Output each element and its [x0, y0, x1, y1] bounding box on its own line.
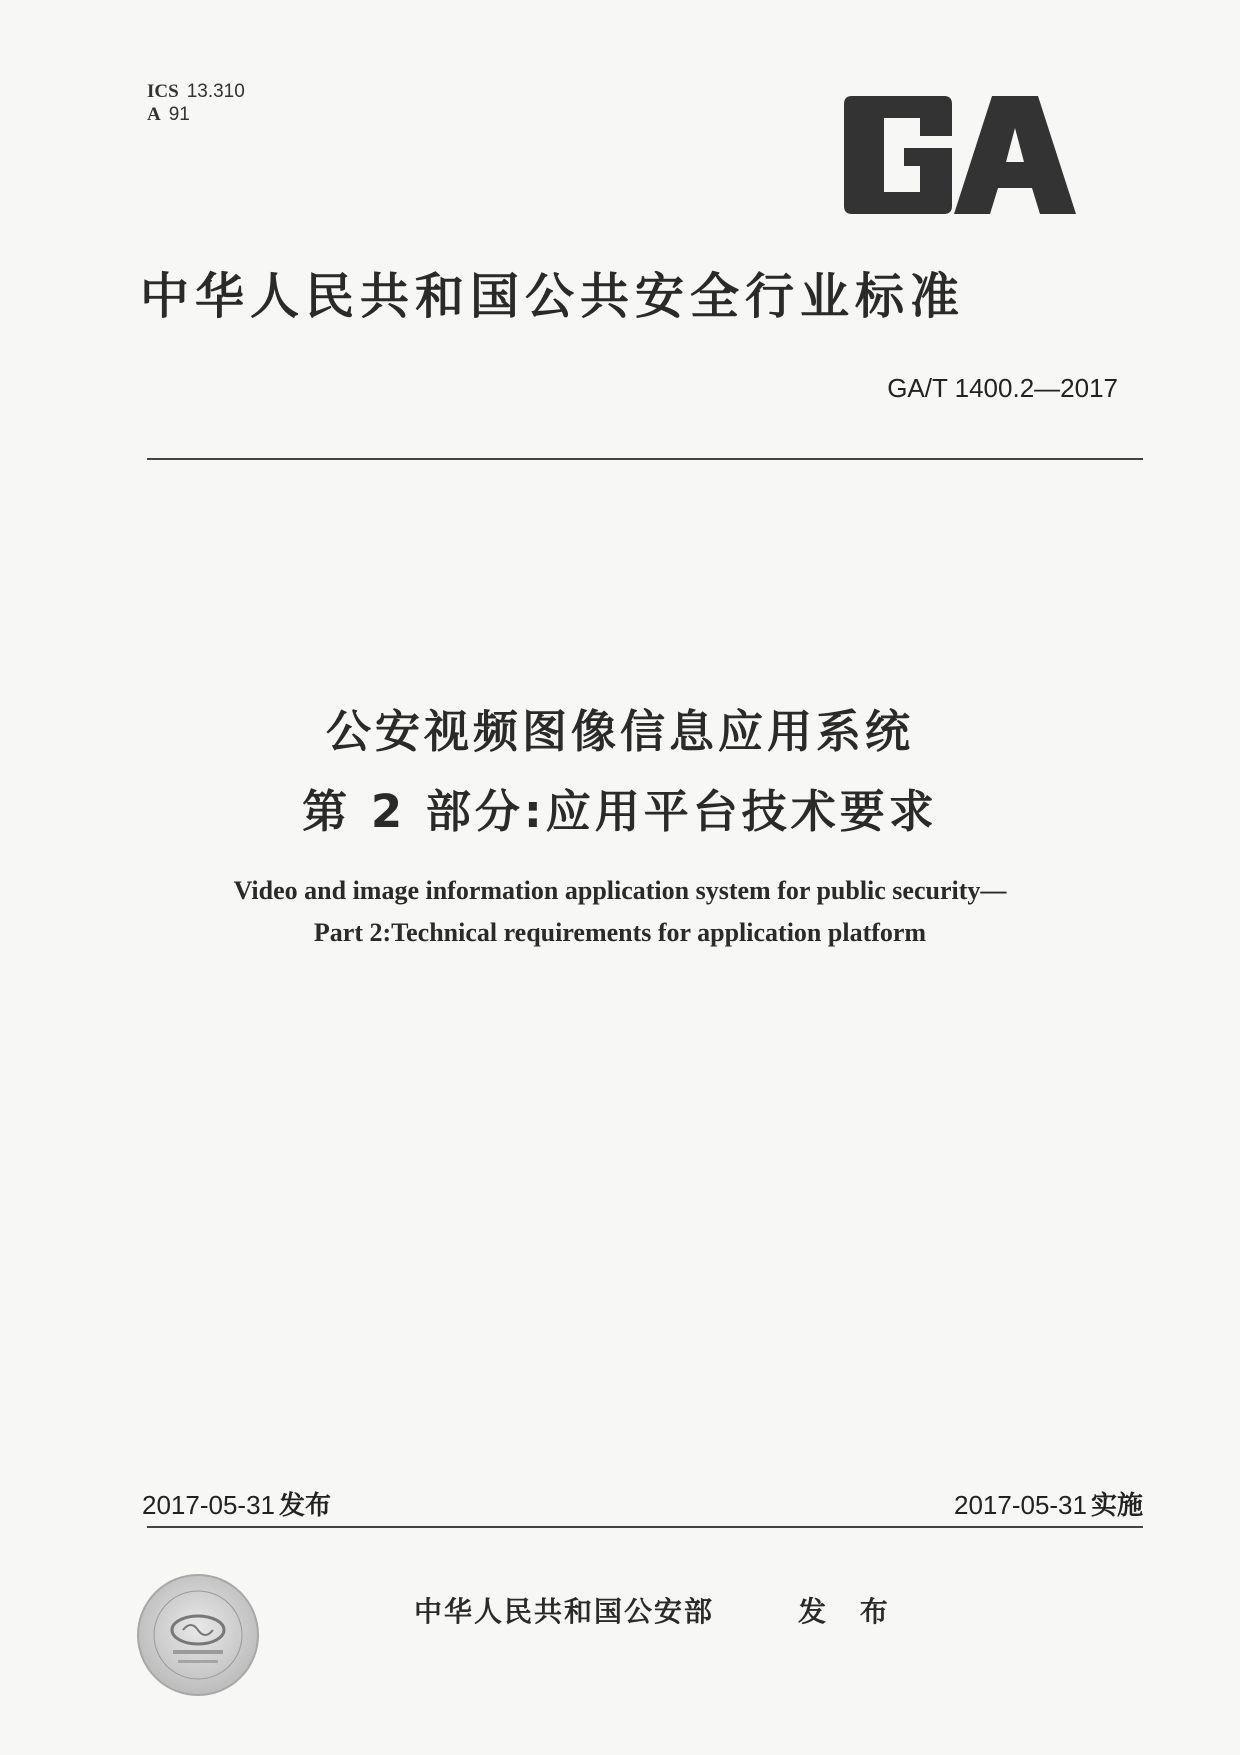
ics-line — [147, 80, 245, 103]
implementation-date-label: 实施 — [1090, 1491, 1143, 1521]
issue-date — [142, 1485, 331, 1522]
title-cn-line1: 公安视频图像信息应用系统 — [325, 705, 914, 758]
ccs-line — [147, 103, 245, 126]
publisher-name: 中华人民共和国公安部 — [414, 1595, 715, 1628]
title-cn-line2: 第 2 部分:应用平台技术要求 — [302, 785, 938, 838]
classification-codes — [147, 80, 245, 126]
standard-type-title: 中华人民共和国公共安全行业标准 — [140, 268, 966, 325]
ccs-label: A — [147, 104, 161, 125]
standard-number: GA/T 1400.2—2017 — [887, 373, 1118, 403]
title-en-line2: Part 2:Technical requirements for application platform — [313, 918, 927, 947]
ics-value: 13.310 — [186, 81, 245, 102]
publish-label: 发 布 — [798, 1595, 900, 1628]
title-en-line1: Video and image information application system for public security— — [233, 876, 1007, 905]
ga-logo — [842, 96, 1078, 214]
implementation-date-value: 2017-05-31 — [953, 1490, 1087, 1520]
ics-label: ICS — [147, 81, 179, 102]
implementation-date — [954, 1485, 1143, 1522]
bottom-divider — [147, 1526, 1143, 1528]
issue-date-label: 发布 — [279, 1491, 332, 1521]
ccs-value: 91 — [168, 104, 190, 125]
top-divider — [147, 458, 1143, 460]
anti-counterfeit-seal-icon — [133, 1570, 263, 1700]
issue-date-value: 2017-05-31 — [142, 1490, 275, 1520]
